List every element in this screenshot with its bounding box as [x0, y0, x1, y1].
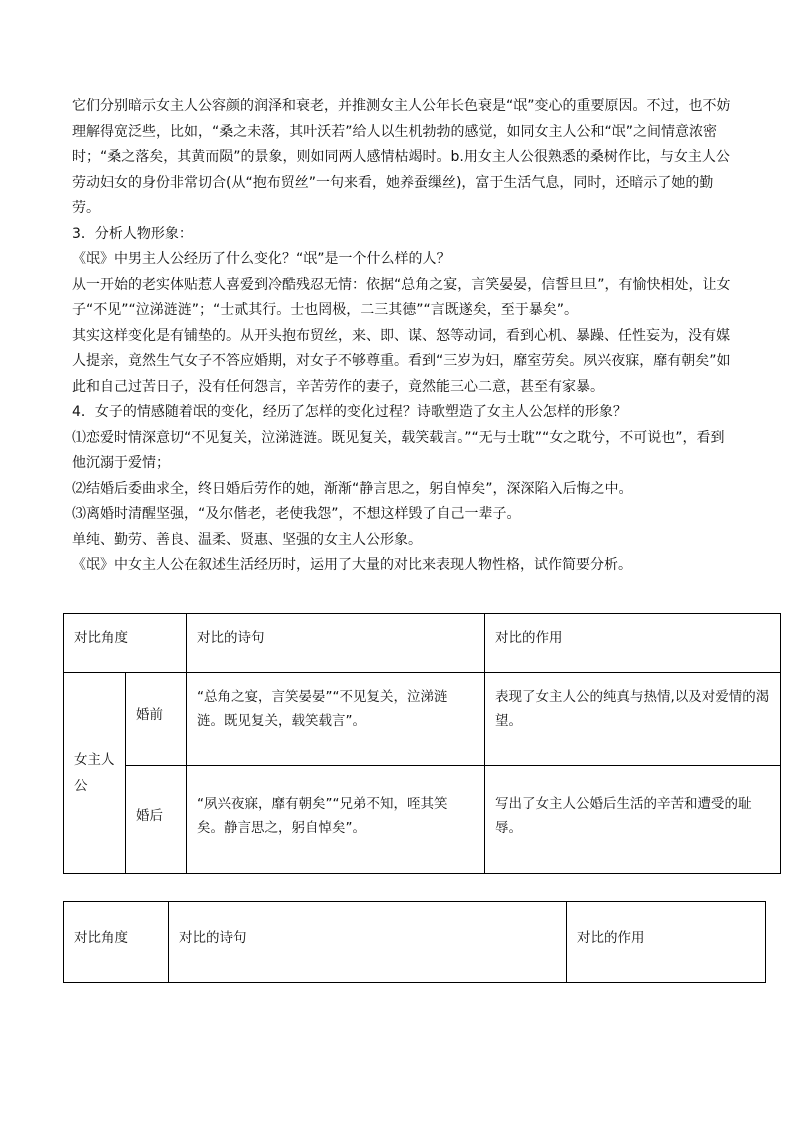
heading-character-analysis: 3．分析人物形象：: [72, 225, 193, 242]
table-row-label-after-marriage: 婚后: [126, 766, 187, 874]
question-female-emotion: 4．女子的情感随着氓的变化，经历了怎样的变化过程？诗歌塑造了女主人公怎样的形象？: [72, 404, 627, 420]
question-male-change: 《氓》中男主人公经历了什么变化？“氓”是一个什么样的人？: [72, 251, 451, 267]
table-header-angle: 对比角度: [64, 614, 187, 673]
table-cell-poem-after-marriage: “夙兴夜寐，靡有朝矣”“兄弟不知，咥其笑矣。静言思之，躬自悼矣”。: [187, 766, 485, 874]
table-row-label-before-marriage: 婚前: [126, 673, 187, 766]
table-cell-effect-after-marriage: 写出了女主人公婚后生活的辛苦和遭受的耻辱。: [485, 766, 781, 874]
answer-male-change: 从一开始的老实体贴惹人喜爱到冷酷残忍无情：依据“总角之宴，言笑晏晏，信誓旦旦”，有愉快相处，让女子“不见”“泣涕涟涟”；“士贰其行。士也罔极，二三其德”“言既遂矣，至于暴矣”。: [72, 276, 731, 318]
paragraph-foreshadowing: 其实这样变化是有铺垫的。从开头抱布贸丝，来、即、谋、怒等动词，看到心机、暴躁、任性妄为，没有媒人提亲，竟然生气女子不答应婚期，对女子不够尊重。看到“三岁为妇，靡室劳矣。夙兴夜寐，靡有朝矣”如此和自己过苦日子，没有任何怨言，辛苦劳作的妻子，竟然能三心二意，甚至有家暴。: [72, 327, 731, 395]
summary-female-image: 单纯、勤劳、善良、温柔、贤惠、坚强的女主人公形象。: [72, 531, 422, 548]
table-cell-poem-before-marriage: “总角之宴，言笑晏晏”“不见复关，泣涕涟涟。既见复关，载笑载言”。: [187, 673, 485, 766]
empty-contrast-table: [63, 901, 766, 983]
body-text: [72, 94, 732, 579]
contrast-table: [63, 613, 781, 874]
table2-header-poem: 对比的诗句: [169, 902, 567, 983]
list-item-stage-3: ⑶离婚时清醒坚强，“及尔偕老，老使我怨”，不想这样毁了自己一辈子。: [72, 506, 521, 522]
paragraph-metaphor-analysis: 它们分别暗示女主人公容颜的润泽和衰老，并推测女主人公年长色衰是“氓”变心的重要原因。不过，也不妨理解得宽泛些，比如，“桑之未落，其叶沃若”给人以生机勃勃的感觉，如同女主人公和“氓”之间情意浓密时；“桑之落矣，其黄而陨”的景象，则如同两人感情枯竭时。b.用女主人公很熟悉的桑树作比，与女主人公劳动妇女的身份非常切合(从“抱布贸丝”一句来看，她养蚕缫丝)，富于生活气息，同时，还暗示了她的勤劳。: [72, 98, 731, 216]
list-item-stage-2: ⑵结婚后委曲求全，终日婚后劳作的她，渐渐“静言思之，躬自悼矣”，深深陷入后悔之中。: [72, 480, 633, 497]
table-group-label: 女主人公: [64, 673, 126, 874]
table2-header-angle: 对比角度: [64, 902, 169, 983]
table-header-effect: 对比的作用: [485, 614, 781, 673]
list-item-stage-1: ⑴恋爱时情深意切“不见复关，泣涕涟涟。既见复关，载笑载言。”“无与士耽”“女之耽兮，不可说也”，看到他沉溺于爱情；: [72, 429, 725, 471]
table-header-poem: 对比的诗句: [187, 614, 485, 673]
table-cell-effect-before-marriage: 表现了女主人公的纯真与热情,以及对爱情的渴望。: [485, 673, 781, 766]
question-contrast: 《氓》中女主人公在叙述生活经历时，运用了大量的对比来表现人物性格，试作简要分析。: [72, 557, 632, 573]
table2-header-effect: 对比的作用: [567, 902, 766, 983]
